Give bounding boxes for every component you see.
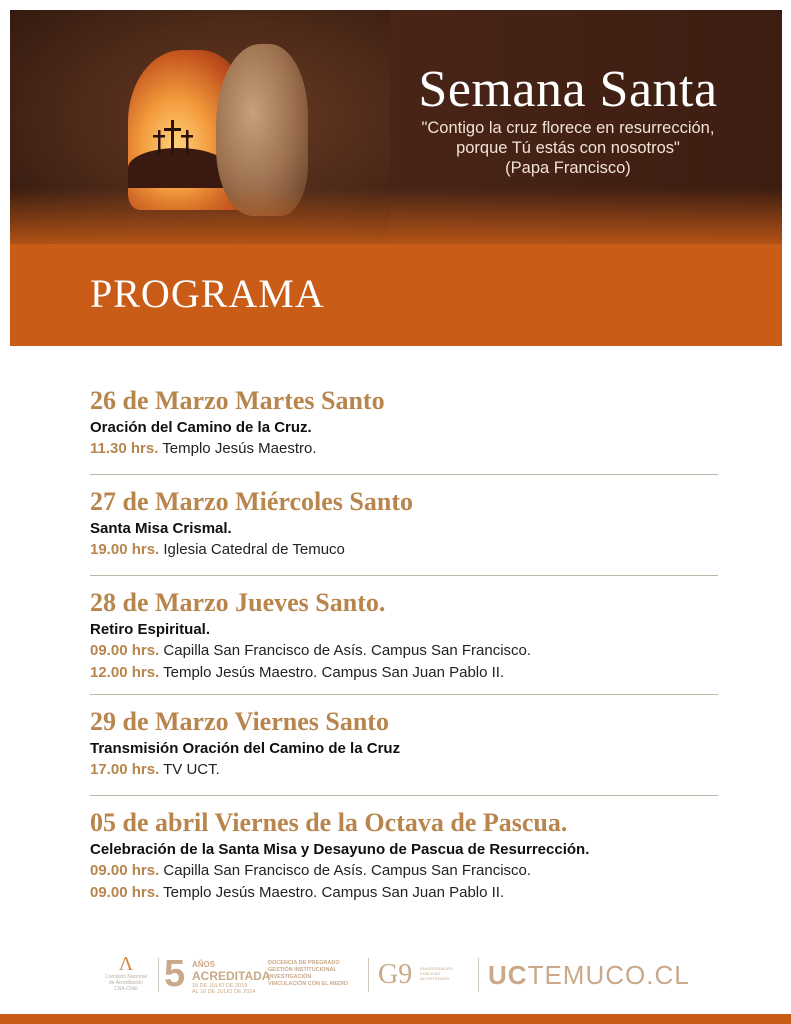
event-heading: 05 de abril Viernes de la Octava de Pascua.	[90, 808, 568, 837]
event-heading: 27 de Marzo Miércoles Santo	[90, 487, 413, 516]
event-place: Templo Jesús Maestro.	[162, 440, 317, 457]
event-description: Santa Misa Crismal.	[90, 520, 232, 537]
event-time: 09.00 hrs.	[90, 862, 160, 879]
footer-separator	[478, 958, 479, 992]
event-place: Iglesia Catedral de Temuco	[163, 541, 345, 558]
divider	[90, 795, 718, 796]
event-time: 11.30 hrs.	[90, 440, 159, 457]
cna-logo	[100, 954, 152, 994]
divider	[90, 575, 718, 576]
accreditation-areas: DOCENCIA DE PREGRADO GESTIÓN INSTITUCIONAL INVESTIGACIÓN VINCULACIÓN CON EL MEDIO	[268, 960, 348, 987]
event-place: Capilla San Francisco de Asís. Campus San Francisco.	[163, 642, 532, 659]
accreditation-years: 5	[164, 953, 186, 995]
divider	[90, 694, 718, 695]
event-time: 12.00 hrs.	[90, 664, 160, 681]
years-label: AÑOS	[192, 960, 216, 969]
event-schedule-line	[90, 759, 718, 781]
footer-separator	[368, 958, 369, 992]
event-place: TV UCT.	[163, 761, 220, 778]
event-item	[90, 487, 718, 561]
event-schedule-line	[90, 882, 718, 904]
event-schedule-line	[90, 860, 718, 882]
bottom-bar	[0, 1014, 791, 1024]
g9-text: UNIVERSIDADES PÚBLICAS NO ESTATALES	[420, 966, 453, 981]
quote-line-1: "Contigo la cruz florece en resurrección,	[421, 119, 715, 137]
event-description: Retiro Espiritual.	[90, 621, 211, 638]
event-item	[90, 707, 718, 781]
event-place: Capilla San Francisco de Asís. Campus San Francisco.	[163, 862, 532, 879]
event-heading: 29 de Marzo Viernes Santo	[90, 707, 389, 736]
hero-banner	[10, 10, 782, 248]
g9-logo	[378, 959, 453, 990]
footer-logos	[100, 952, 700, 998]
event-schedule-line	[90, 662, 718, 684]
event-place: Templo Jesús Maestro. Campus San Juan Pablo II.	[163, 884, 505, 901]
uct-website[interactable]: UCTEMUCO.CL	[488, 960, 690, 990]
accredited-label: ACREDITADA	[192, 969, 271, 983]
event-place: Templo Jesús Maestro. Campus San Juan Pablo II.	[163, 664, 505, 681]
event-time: 17.00 hrs.	[90, 761, 160, 778]
quote	[390, 118, 746, 178]
cna-line: CNA-Chile	[114, 986, 138, 992]
programa-banner	[10, 244, 782, 346]
event-time: 09.00 hrs.	[90, 884, 160, 901]
footer-separator	[158, 958, 159, 992]
event-schedule-line	[90, 539, 718, 561]
event-heading: 28 de Marzo Jueves Santo.	[90, 588, 386, 617]
event-time: 19.00 hrs.	[90, 541, 160, 558]
event-description: Oración del Camino de la Cruz.	[90, 419, 312, 436]
cna-mark-icon: Λ	[118, 953, 134, 975]
cna-line: Comisión Nacional	[105, 974, 147, 980]
quote-line-2: porque Tú estás con nosotros"	[456, 139, 680, 157]
event-schedule-line	[90, 640, 718, 662]
event-schedule-line	[90, 438, 718, 460]
event-item	[90, 386, 718, 460]
cna-line: de Acreditación	[108, 980, 144, 986]
divider	[90, 474, 718, 475]
event-list	[90, 386, 718, 904]
page-title: Semana Santa	[418, 61, 718, 118]
cross-icon	[150, 118, 210, 158]
event-description: Transmisión Oración del Camino de la Cruz	[90, 740, 401, 757]
accredited-dates: 16 DE JULIO DE 2019 AL 16 DE JULIO DE 2024	[192, 983, 256, 995]
event-item	[90, 588, 718, 684]
quote-author: (Papa Francisco)	[505, 159, 631, 177]
programa-title: PROGRAMA	[90, 271, 325, 316]
event-time: 09.00 hrs.	[90, 642, 160, 659]
event-item	[90, 808, 718, 904]
event-description: Celebración de la Santa Misa y Desayuno de Pascua de Resurrección.	[90, 841, 590, 858]
g9-mark: G9	[378, 959, 413, 990]
event-heading: 26 de Marzo Martes Santo	[90, 386, 385, 415]
